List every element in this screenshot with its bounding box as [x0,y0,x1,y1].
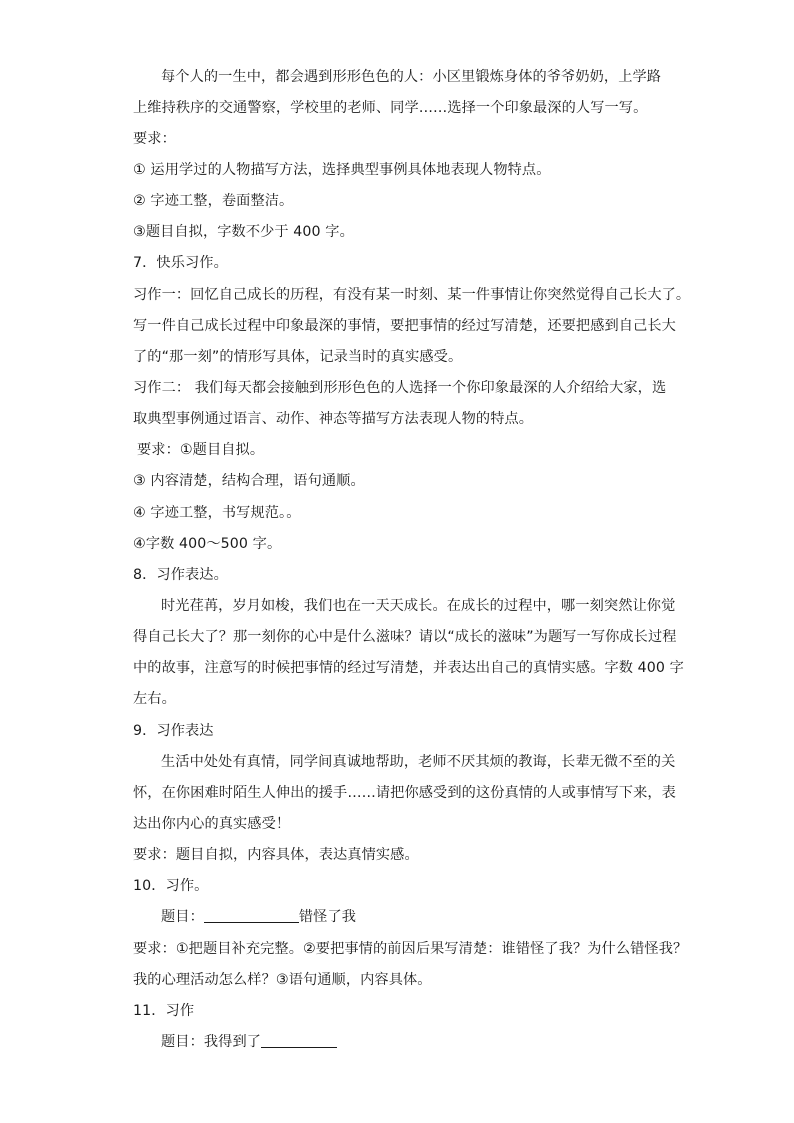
q7-task2-line-2: 取典型事例通过语言、动作、神态等描写方法表现人物的特点。 [133,411,534,427]
q10-title: 10．习作。 [133,878,209,894]
q7-task2-line-1: 习作二： 我们每天都会接触到形形色色的人选择一个你印象最深的人介绍给大家，选 [133,380,667,396]
q11-title: 11．习作 [133,1003,195,1019]
q10-topic-blank [204,908,299,923]
q8-line-3: 中的故事，注意写的时候把事情的经过写清楚，并表达出自己的真情实感。字数 400 字 [133,660,684,676]
q7-task1-line-2: 写一件自己成长过程中印象最深的事情，要把事情的经过写清楚，还要把感到自己长大 [133,318,676,334]
q8-title: 8．习作表达。 [133,567,228,583]
p1-requirement-1: ① 运用学过的人物描写方法，选择典型事例具体地表现人物特点。 [133,162,551,178]
q10-requirement-line-2: 我的心理活动怎么样？③语句通顺，内容具体。 [133,972,432,988]
q9-line-2: 怀，在你困难时陌生人伸出的援手……请把你感受到的这份真情的人或事情写下来，表 [133,785,676,801]
p1-line-1: 每个人的一生中，都会遇到形形色色的人：小区里锻炼身体的爷爷奶奶，上学路 [161,69,662,85]
q11-topic-prefix: 题目：我得到了 [161,1034,262,1050]
q7-requirement-4: ④字数 400～500 字。 [133,536,282,552]
q10-topic-prefix: 题目： [161,909,204,925]
q8-line-4: 左右。 [133,691,176,707]
q8-line-2: 得自己长大了？那一刻你的心中是什么滋味？请以“成长的滋味”为题写一写你成长过程 [133,629,677,645]
p1-requirement-2: ② 字迹工整，卷面整洁。 [133,193,294,209]
q9-line-3: 达出你内心的真实感受！ [133,816,291,832]
q10-topic-suffix: 错怪了我 [298,909,357,925]
q9-title: 9．习作表达 [133,723,214,739]
q8-line-1: 时光荏苒，岁月如梭，我们也在一天天成长。在成长的过程中，哪一刻突然让你觉 [161,598,676,614]
q10-requirement-line-1: 要求：①把题目补充完整。②要把事情的前因后果写清楚：谁错怪了我？为什么错怪我？ [133,941,688,957]
q7-task1-line-3: 了的“那一刻”的情形写具体，记录当时的真实感受。 [133,349,463,365]
q10-topic [161,907,356,927]
q9-line-1: 生活中处处有真情，同学间真诚地帮助，老师不厌其烦的教诲，长辈无微不至的关 [161,754,676,770]
q7-requirement-3: ④ 字迹工整，书写规范。。 [133,505,301,521]
q11-topic [161,1032,337,1052]
p1-line-2: 上维持秩序的交通警察，学校里的老师、同学……选择一个印象最深的人写一写。 [133,100,648,116]
p1-requirement-3: ③题目自拟，字数不少于 400 字。 [133,224,354,240]
q9-requirement: 要求：题目自拟，内容具体，表达真情实感。 [133,847,419,863]
q7-title: 7．快乐习作。 [133,255,228,271]
p1-requirement-label: 要求： [133,131,176,147]
q7-requirement-2: ③ 内容清楚，结构合理，语句通顺。 [133,473,365,489]
q7-requirement-1: 要求：①题目自拟。 [137,442,265,458]
q7-task1-line-1: 习作一：回忆自己成长的历程，有没有某一时刻、某一件事情让你突然觉得自己长大了。 [133,287,691,303]
q11-topic-blank [261,1033,337,1048]
